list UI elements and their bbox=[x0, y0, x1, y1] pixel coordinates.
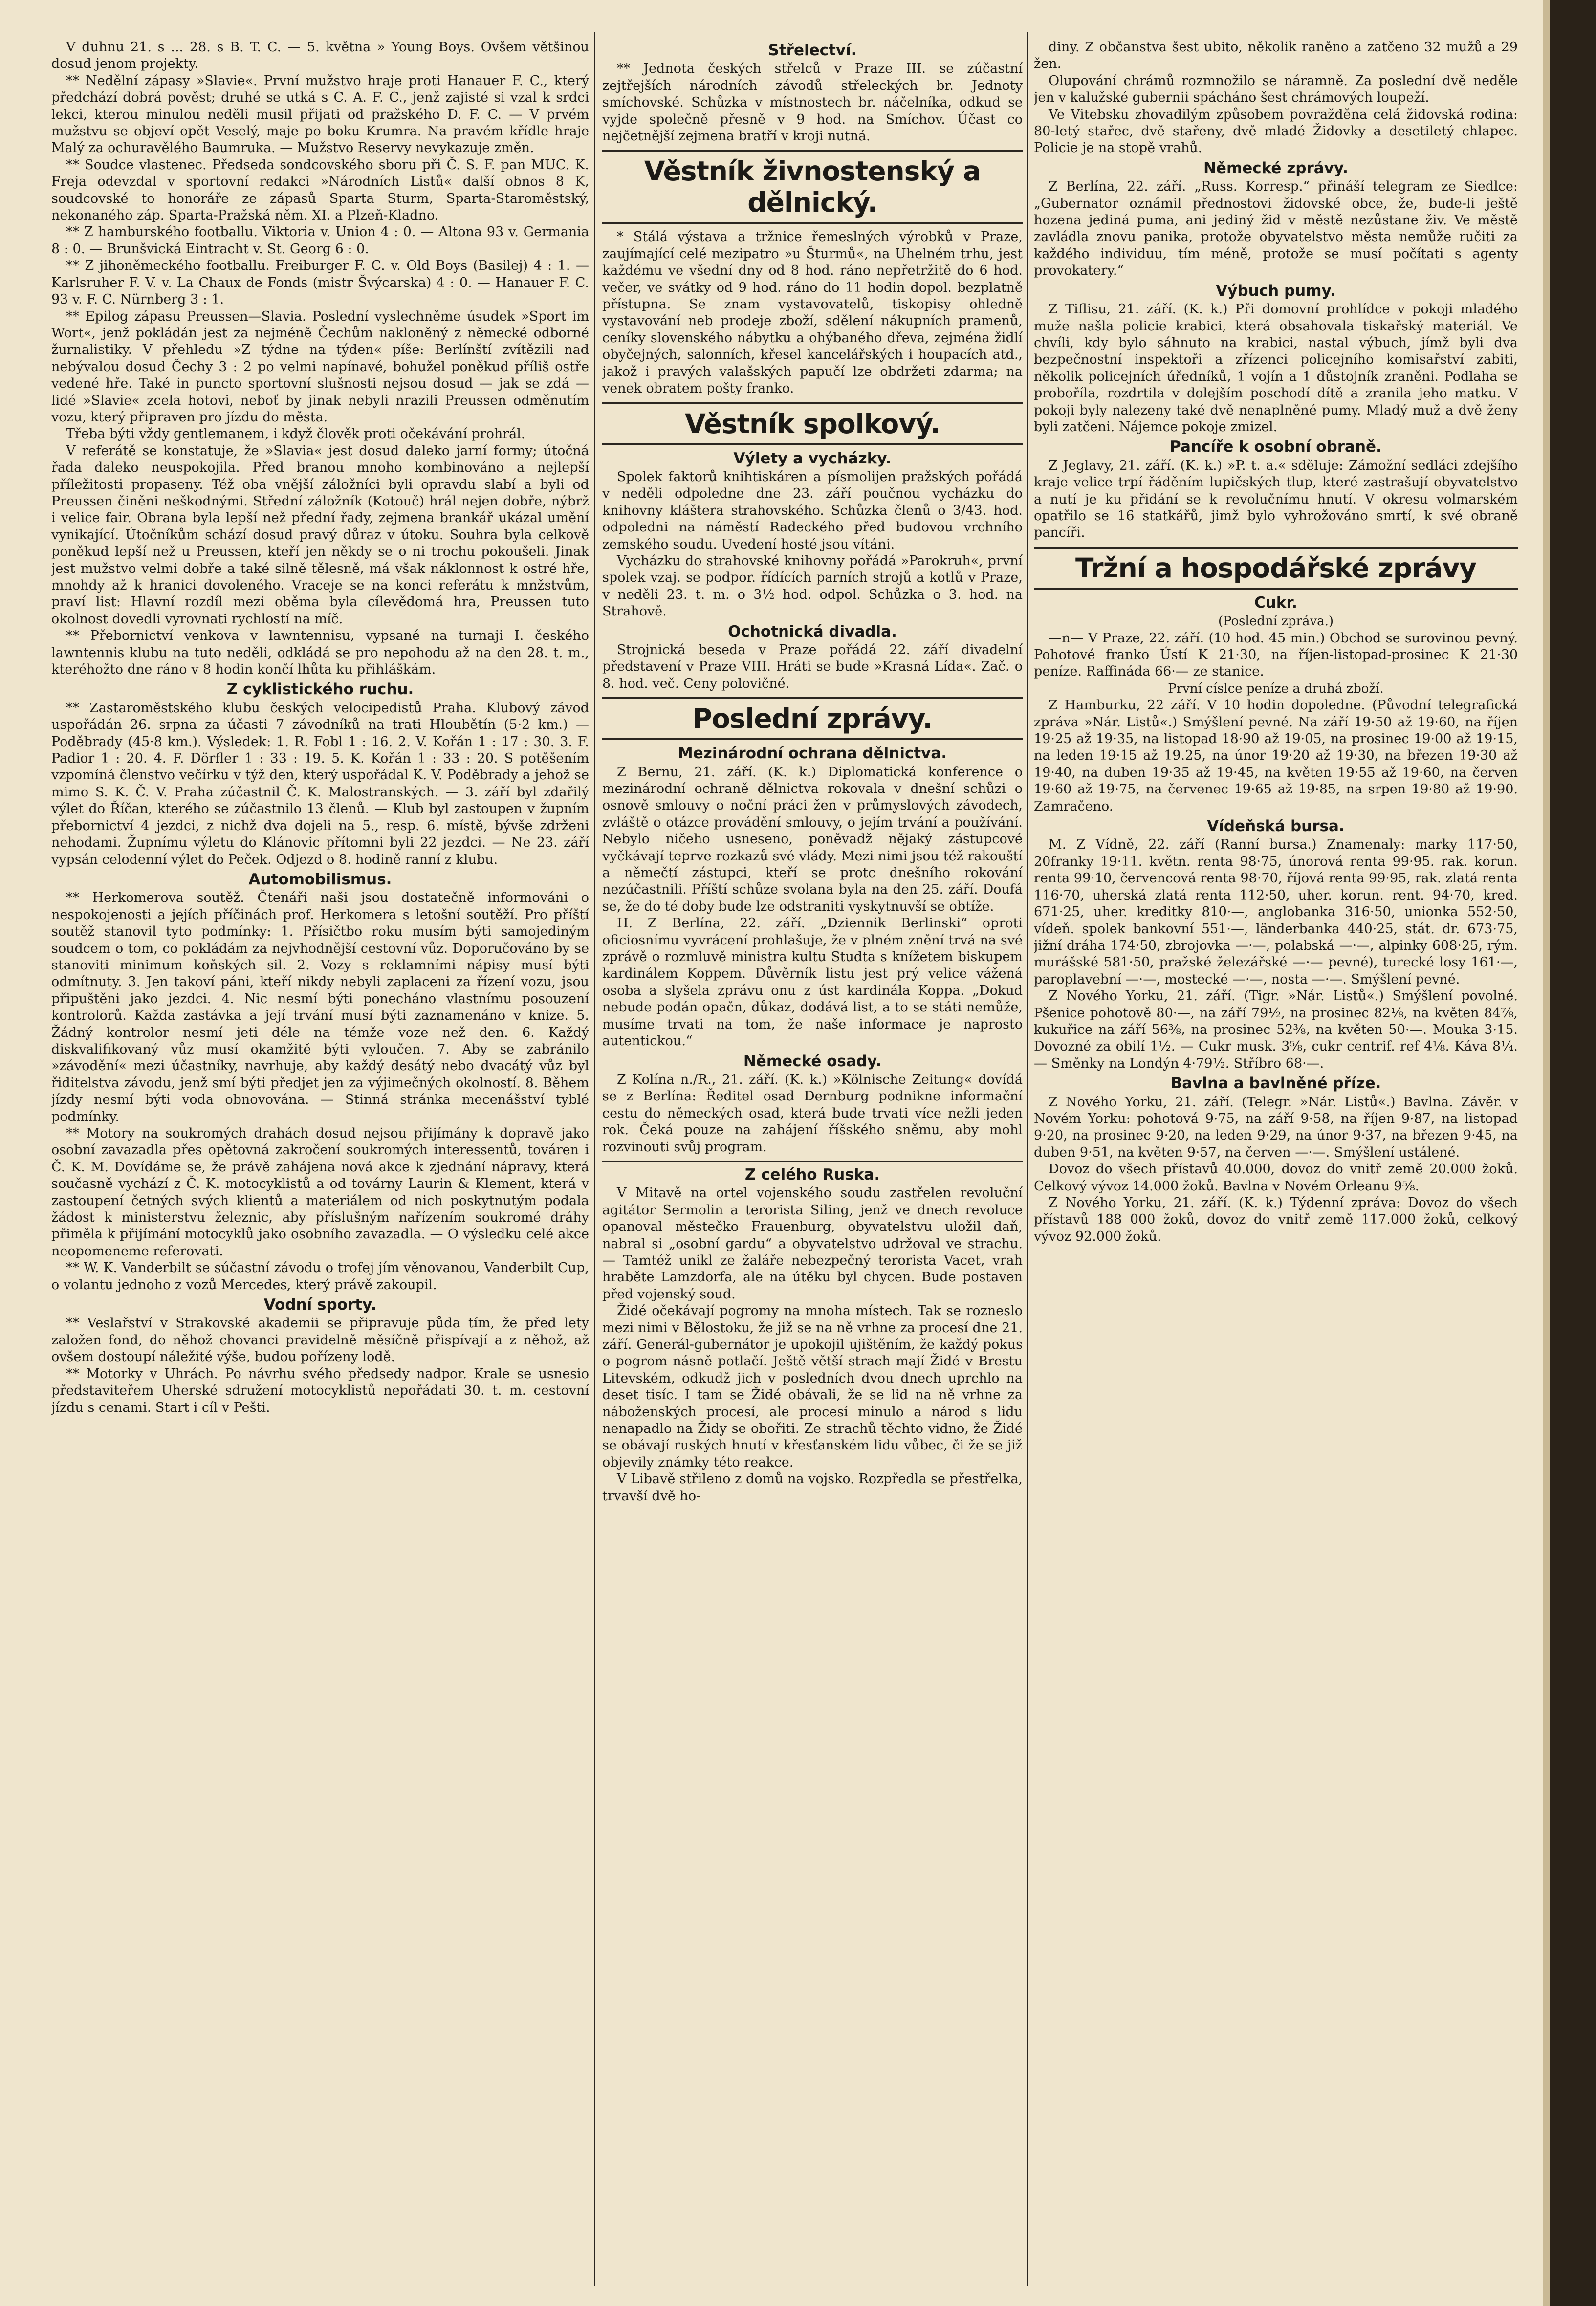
section-heading: Střelectví. bbox=[768, 42, 857, 59]
section-heading: Pancíře k osobní obraně. bbox=[1170, 438, 1382, 456]
section-heading: Vídeňská bursa. bbox=[1207, 817, 1345, 835]
article-paragraph: M. Z Vídně, 22. září (Ranní bursa.) Znamenaly: marky 117·50, 20franky 19·11. květn. renta 98·75, únorová renta 99·95. rak. korun. renta 99·10, červencová renta 98·70, říjová renta 99·95, rak. zlatá renta 116·70, uherská zlatá renta 112·50, uher. korun. rent. 94·70, kred. 671·25, uher. kreditky 810·—, anglobanka 316·50, unionka 552·50, vídeň. spolek bankovní 551·—, länderbanka 440·25, stát. dr. 673·75, jižní dráha 174·50, zbrojovka —·—, polabská —·—, alpinky 608·25, rým. murášské 581·50, pražské železářské —·— pevné), turecké losy 161·—, paroplavební —·—, mostecké —·—, nosta —·—. Smýšlení pevné. bbox=[1034, 837, 1518, 987]
column-rule bbox=[594, 32, 595, 2286]
article-paragraph: ** Jednota českých střelců v Praze III. se zúčastní zejtřejších národních závodů střeleckých br. Jednoty smíchovské. Schůzka v místnostech br. náčelníka, odkud se vyjde společně přesně v 9 hod. na Smíchov. Účast co nejčetnější zejmena bratří v kroji nutná. bbox=[602, 61, 1023, 144]
divider bbox=[602, 1161, 1023, 1162]
article-paragraph: ** Veslařství v Strakovské akademii se připravuje půda tím, že před lety založen fond, do něhož chovanci pravidelně měsíčně přispívají a z něhož, až ovšem dostoupí náležité výše, budou pořízeny lodě. bbox=[51, 1316, 589, 1365]
article-paragraph: Z Tiflisu, 21. září. (K. k.) Při domovní prohlídce v pokoji mladého muže našla policie krabici, která obsahovala tiskařský materiál. Ve chvíli, kdy bylo sáhnuto na krabici, nastal výbuch, jímž byli dva bezpečnostní inspektoři a zřízenci policejního komisařství zabiti, několik policejních úředníků, 1 vojín a 1 důstojník zraněni. Podlaha se proboříla, rozdrtila v dolejším poschodí dítě a zranila jeho matku. V pokoji byly nalezeny také dvě nenaplněné pumy. Mladý muž a dvě ženy byli zatčeni. Nájemce pokoje zmizel. bbox=[1034, 302, 1518, 435]
section-heading: Ochotnická divadla. bbox=[728, 622, 897, 640]
page-edge bbox=[1543, 0, 1550, 2306]
article-paragraph: Z Nového Yorku, 21. září. (Tigr. »Nár. Listů«.) Smýšlení povolné. Pšenice pohotově 80·—, na září 79½, na prosinec 82⅛, na květen 84⅞, kukuřice na září 56⅜, na prosinec 52⅜, na květen 50·—. Mouka 3·15. Dovozné za obilí 1½. — Cukr musk. 3⅝, cukr centrif. ref 4⅛. Káva 8¼. — Směnky na Londýn 4·79½. Stříbro 68·—. bbox=[1034, 988, 1518, 1071]
section-banner: Tržní a hospodářské zprávy bbox=[1034, 547, 1518, 590]
article-paragraph: Strojnická beseda v Praze pořádá 22. září divadelní představení v Praze VIII. Hráti se bude »Krasná Lída«. Zač. o 8. hod. več. Ceny polovičné. bbox=[602, 642, 1023, 691]
article-paragraph: Třeba býti vždy gentlemanem, i když člověk proti očekávání prohrál. bbox=[66, 426, 525, 442]
article-paragraph: Z Nového Yorku, 21. září. (Telegr. »Nár. Listů«.) Bavlna. Závěr. v Novém Yorku: pohotová 9·75, na září 9·58, na říjen 9·87, na listopad 9·20, na prosinec 9·20, na leden 9·29, na únor 9·37, na březen 9·45, na duben 9·51, na květen 9·57, na červen —·—. Smýšlení ustálené. bbox=[1034, 1094, 1518, 1160]
article-paragraph: Z Hamburku, 22 září. V 10 hodin dopoledne. (Původní telegrafická zpráva »Nár. Listů«.) Smýšlení pevné. Na září 19·50 až 19·60, na říjen 19·25 až 19·35, na listopad 18·90 až 19·05, na prosinec 19·00 až 19·15, na leden 19·15 až 19.25, na únor 19·20 až 19·30, na březen 19·30 až 19·40, na duben 19·35 až 19·45, na květen 19·55 až 19·60, na červen 19·60 až 19·75, na červenec 19·65 až 19·85, na srpen 19·80 až 19·90. Zamračeno. bbox=[1034, 698, 1518, 814]
section-heading: Německé zprávy. bbox=[1203, 159, 1349, 177]
subheading-note: (Poslední zpráva.) bbox=[1218, 614, 1334, 629]
subheading-note: První císlce peníze a druhá zboží. bbox=[1168, 681, 1384, 696]
article-paragraph: Z Bernu, 21. září. (K. k.) Diplomatická konference o mezinárodní ochraně dělnictva rokovala v dnešní schůzi o osnově smlouvy o noční práci žen v průmyslových závodech, zvláště o otázce provádění smlouvy, o jejím trvání a používání. Nebylo ničeho usneseno, poněvadž nějaký zástupcové vyčkávají teprve rozkazů své vlády. Mezi nimi jsou též rakouští a němečtí zástupci, kteří se protc dnešního rokování nezúčastnili. Příští schůze svolana byla na den 25. září. Doufá se, že do té doby bude lze odstraniti vyskytnuvší se obtíže. bbox=[602, 764, 1023, 914]
article-paragraph: V Mitavě na ortel vojenského soudu zastřelen revoluční agitátor Sermolin a terorista Siling, jenž ve dnech revoluce opanoval městečko Frauenburg, obyvatelstvu uložil daň, nabral si „osobní gardu“ a obyvatelstvo udržoval ve strachu. — Tamtéž unikl ze žaláře nebezpečný terorista Vacet, vrah hraběte Lamzdorfa, ale na útěku byl chycen. Bude postaven před vojenský soud. bbox=[602, 1186, 1023, 1302]
section-heading: Z celého Ruska. bbox=[744, 1165, 880, 1184]
article-paragraph: ** Z jihoněmeckého footballu. Freiburger F. C. v. Old Boys (Basilej) 4 : 1. — Karlsruher F. V. v. La Chaux de Fonds (mistr Švýcarska) 4 : 0. — Hanauer F. C. 93 v. F. C. Nürnberg 3 : 1. bbox=[51, 258, 589, 307]
article-paragraph: ** Herkomerova soutěž. Čtenáři naši jsou dostatečně informováni o nespokojenosti a jejích příčinách prof. Herkomera s letošní soutěží. Pro příští soutěž stanovil tyto podmínky: 1. Přísičtbo roku musím býti samojediným soudcem o tom, co pokládám za nejvhodnější cestovní vůz. Doporučováno by se stanoviti minimum koňských sil. 2. Vozy s reklamními nápisy musí býti odmítnuty. 3. Jen takoví páni, kteří nikdy nebyli zaplaceni za řízení vozu, jsou připuštěni jako jezdci. 4. Nic nesmí býti ponecháno vlastnímu posouzení kontrolorů. Každa zastávka a její trvání musí býti zaznamenáno v knize. 5. Žádný kontrolor nesmí jeti déle na témže voze než den. 6. Každý diskvalifikovaný vůz musí okamžitě býti vyloučen. 7. Aby se zabránilo »závodění« mezi účastníky, navrhuje, aby každý desátý nebo dvacátý vůz byl řiditelstva závodu, jenž smí býti předjet jen za výjimečných okolností. 8. Během jízdy nesmí býti voda obnovována. — Stinná stránka mecenášství tyblé podmínky. bbox=[51, 890, 589, 1124]
article-paragraph: Vycházku do strahovské knihovny pořádá »Parokruh«, první spolek vzaj. se podpor. řídících parních strojů a kotlů v Praze, v neděli 23. t. m. o 3½ hod. odpol. Schůzka o 3. hod. na Strahově. bbox=[602, 553, 1023, 619]
section-banner: Věstník spolkový. bbox=[602, 402, 1023, 445]
section-banner: Poslední zprávy. bbox=[602, 697, 1023, 740]
section-heading: Bavlna a bavlněné příze. bbox=[1170, 1075, 1381, 1093]
article-paragraph: H. Z Berlína, 22. září. „Dziennik Berlinski“ oproti oficiosnímu vyvrácení prohlašuje, že v plném znění trvá na své zprávě o rozmluvě ministra kultu Studta s knížetem biskupem kardinálem Koppem. Důvěrník listu jest prý velice vážená osoba a slyšela zprávu onu z úst kardinála Koppa. „Dokud nebude podán opačn, důkaz, dodává list, a to se státi nemůže, musíme trvati na tom, že naše informace je naprosto autentickou.“ bbox=[602, 916, 1023, 1049]
article-paragraph: diny. Z občanstva šest ubito, několik raněno a zatčeno 32 mužů a 29 žen. bbox=[1034, 40, 1518, 72]
section-heading: Výlety a vycházky. bbox=[733, 449, 892, 467]
article-paragraph: Židé očekávají pogromy na mnoha místech. Tak se rozneslo mezi nimi v Bělostoku, že již se na ně vrhne za procesí dne 21. září. Generál-gubernátor je upokojil ujištěním, že každý pokus o pogrom násně potlačí. Ještě větší strach mají Židé v Brestu Litevském, odkudž jich v posledních dvou dnech uprchlo na deset tisíc. I tam se Židé obávali, že se lid na ně vrhne za náboženských procesí, ale procesí minulo a národ s lidu nenapadlo na Židy se obořiti. Ze strachů těchto vidno, že Židé se obávají ruských hnutí v křesťanském lidu vůbec, či že se již objevily známky této reakce. bbox=[602, 1303, 1023, 1470]
article-paragraph: Z Jeglavy, 21. září. (K. k.) »P. t. a.« sděluje: Zámožní sedláci zdejšího kraje velice trpí řáděním lupičských tlup, které zastrašují obyvatelstvo a nutí je ku přidání se k revolučnímu hnutí. V okresu volmarském opatřilo se 16 statkářů, jimž bylo vyhrožováno smrtí, k své obraně pancíři. bbox=[1034, 458, 1518, 541]
article-paragraph: ** Zastaroměstského klubu českých velocipedistů Praha. Klubový závod uspořádán 26. srpna za účasti 7 závodníků na trati Hloubětín (5·2 km.) — Poděbrady (45·8 km.). Výsledek: 1. R. Fobl 1 : 16. 2. V. Kořán 1 : 17 : 30. 3. F. Padior 1 : 20. 4. F. Dörfler 1 : 33 : 19. 5. K. Kořán 1 : 33 : 20. S potěšením vzpomíná členstvo večírku v týž den, který uspořádal K. V. Poděbrady a jehož se mimo S. K. Č. V. Praha zúčastnil Č. K. Malostranských. — 3. září byl zdařilý výlet do Říčan, kterého se zúčastnilo 13 členů. — Klub byl zastoupen v župním přebornictví 4 jezdci, z nichž dva dojeli na 5., resp. 6. místě, bývše zdrženi nehodami. Župnímu výletu do Klánovic přítomni byli 22 jezdci. — Ne 23. září vypsán celodenní výlet do Peček. Odjezd o 8. hodině ranní z klubu. bbox=[51, 700, 589, 867]
article-paragraph: ** Nedělní zápasy »Slavie«. První mužstvo hraje proti Hanauer F. C., který předchází dobrá pověst; druhé se utká s C. A. F. C., jenž zajisté si vzal k srdci lekci, kterou minulou neděli musil přijati od pražského D. F. C. — V prvém mužstvu se objeví opět Veselý, maje po boku Krumra. Na pravém křídle hraje Malý za ochuravělého Baumruka. — Mužstvo Reservy nevykazuje změn. bbox=[51, 73, 589, 156]
binding-edge bbox=[1550, 0, 1596, 2306]
article-paragraph: V duhnu 21. s ... 28. s B. T. C. — 5. května » Young Boys. Ovšem většinou dosud jenom projekty. bbox=[51, 40, 589, 72]
section-banner: Věstník živnostenský a dělnický. bbox=[602, 150, 1023, 224]
section-heading: Z cyklistického ruchu. bbox=[226, 681, 414, 699]
column-rule bbox=[1027, 32, 1028, 2286]
section-heading: Cukr. bbox=[1254, 593, 1298, 612]
column-right bbox=[1034, 39, 1518, 2286]
article-paragraph: Z Kolína n./R., 21. září. (K. k.) »Kölnische Zeitung« dovídá se z Berlína: Ředitel osad Dernburg podnikne informační cestu do německých osad, která bude trvati více nežli jeden rok. Čeká pouze na zahájení říšského sněmu, aby mohl rozvinouti svůj program. bbox=[602, 1072, 1023, 1155]
article-paragraph: ** Soudce vlastenec. Předseda sondcovského sboru při Č. S. F. pan MUC. K. Freja odevzdal v sportovní redakci »Národních Listů« další obnos 8 K, soudcovské to honoráře ze zápasů Sparta Sturm, Sparta-Staroměstský, nekonaného záp. Sparta-Pražská něm. XI. a Plzeň-Kladno. bbox=[51, 157, 589, 223]
article-paragraph: ** Z hamburského footballu. Viktoria v. Union 4 : 0. — Altona 93 v. Germania 8 : 0. — Brunšvická Eintracht v. St. Georg 6 : 0. bbox=[51, 224, 589, 257]
article-paragraph: —n— V Praze, 22. září. (10 hod. 45 min.) Obchod se surovinou pevný. Pohotové franko Ústí K 21·30, na říjen-listopad-prosinec K 21·30 peníze. Raffináda 66·— ze stanice. bbox=[1034, 630, 1518, 680]
article-paragraph: ** W. K. Vanderbilt se súčastní závodu o trofej jím věnovanou, Vanderbilt Cup, o volantu jednoho z vozů Mercedes, který právě zakoupil. bbox=[51, 1260, 589, 1293]
column-left bbox=[51, 39, 589, 2286]
section-heading: Vodní sporty. bbox=[263, 1296, 377, 1314]
article-paragraph: ** Motorky v Uhrách. Po návrhu svého předsedy nadpor. Krale se usnesio představiteřem Uherské sdružení motocyklistů nepořádati 30. t. m. cestovní jízdu s cenami. Start i cíl v Pešti. bbox=[51, 1366, 589, 1415]
article-paragraph: ** Epilog zápasu Preussen—Slavia. Poslední vyslechněme úsudek »Sport im Wort«, jenž pokládán jest za nejméně Čechům nakloněný z německé odborné žurnalistiky. V přehledu »Z týdne na týden« píše: Berlínští zvítězili nad nebývalou dosud Čechy 3 : 2 po velmi napínavé, bohužel poněkud příliš ostře vedené hře. Také in puncto sportovní slušnosti nejsou dosud — jak se zdá — lidé »Slavie« zcela hotovi, neboť by jinak nebyli nrazili Preussen odměnutím vozu, který připraven pro jízdu do města. bbox=[51, 308, 589, 425]
article-paragraph: Dovoz do všech přístavů 40.000, dovoz do vnitř země 20.000 žoků. Celkový vývoz 14.000 žoků. Bavlna v Novém Orleanu 9⅝. bbox=[1034, 1162, 1518, 1194]
article-paragraph: Z Berlína, 22. září. „Russ. Korresp.“ přináší telegram ze Siedlce: „Gubernator oznámil přednostovi židovské obce, že, bude-li ještě hozena jediná puma, ani jediný žid v městě nezůstane živ. Ve městě zavládla znovu panika, protože obyvatelstvo města nemůže ručiti za každého individuu, tím méně, protože se musí počítati s agenty provokatery.“ bbox=[1034, 179, 1518, 279]
article-paragraph: Olupování chrámů rozmnožilo se náramně. Za poslední dvě neděle jen v kalužské gubernii spácháno šest chrámových loupeží. bbox=[1034, 73, 1518, 106]
article-paragraph: * Stálá výstava a tržnice řemeslných výrobků v Praze, zaujímající celé mezipatro »u Šturmů«, na Uhelném trhu, jest každému ve všední dny od 8 hod. ráno nepřetržitě do 6 hod. večer, ve svátky od 9 hod. ráno do 11 hodin dopol. bezplatně přístupna. Se znam vystavovatelů, tiskopisy ohledně vystavování neb prodeje zboží, sdělení nákupních pramenů, ceníky slovenského nábytku a ohýbaného dřeva, zejména židlí obyčejných, salonních, křesel kancelářských i houpacích atd., jakož i pravých valašských papučí lze obdržeti zdarma; na venek obratem pošty franko. bbox=[602, 229, 1023, 396]
article-paragraph: ** Přebornictví venkova v lawntennisu, vypsané na turnaji I. českého lawntennis klubu na tuto neděli, odkládá se pro nepohodu až na den 28. t. m., kteréhožto dne ráno v 8 hodin končí lhůta ku přihláškám. bbox=[51, 628, 589, 678]
article-paragraph: Ve Vitebsku zhovadilým způsobem povražděna celá židovská rodina: 80-letý stařec, dvě stařeny, dvě mladé Židovky a desetiletý chlapec. Policie je na stopě vrahů. bbox=[1034, 107, 1518, 156]
article-paragraph: Z Nového Yorku, 21. září. (K. k.) Týdenní zpráva: Dovoz do všech přístavů 188 000 žoků, dovoz do vnitř země 117.000 žoků, celkový vývoz 92.000 žoků. bbox=[1034, 1195, 1518, 1244]
section-heading: Výbuch pumy. bbox=[1216, 282, 1336, 300]
article-paragraph: ** Motory na soukromých drahách dosud nejsou přijímány k dopravě jako osobní zavazadla přes opětovná zakročení soukromých interessentů, továren i Č. K. M. Dovídáme se, že právě zahájena nová akce k zjednání nápravy, která současně vychází z Č. K. motocyklistů a od továrny Laurin & Klement, která v zastoupení četných svých klientů a materiálem od nich poskytnutým podala žádost k ministerstvu železnic, aby příslušným nařízením soukromé dráhy přiměla k přijímání motocyklů jako osobního zavazadla. — O výsledku celé akce neopomeneme referovati. bbox=[51, 1126, 589, 1259]
column-middle bbox=[602, 39, 1023, 2286]
section-heading: Německé osady. bbox=[743, 1052, 882, 1070]
section-heading: Automobilismus. bbox=[248, 870, 392, 888]
article-paragraph: Spolek faktorů knihtiskáren a písmolijen pražských pořádá v neděli odpoledne dne 23. září poučnou vycházku do knihovny kláštera strahovského. Schůzka členů o 3/43. hod. odpoledni na náměstí Radeckého před budovou vrchního zemského soudu. Uvedení hosté jsou vítáni. bbox=[602, 469, 1023, 552]
section-heading: Mezinárodní ochrana dělnictva. bbox=[678, 745, 947, 763]
article-paragraph: V Libavě střileno z domů na vojsko. Rozpředla se přestřelka, trvavší dvě ho- bbox=[602, 1471, 1023, 1504]
article-paragraph: V referátě se konstatuje, že »Slavia« jest dosud daleko jarní formy; útočná řada daleko neuspokojila. Před branou mnoho kombinováno a nejlepší příležitosti propaseny. Též oba vnější záložníci byli opravdu slabí a byli od Preussen činěni neškodnými. Střední záložník (Kotouč) hrál nejen dobře, nýbrž i velice fair. Obrana byla lepší než přední řady, zejmena brankář ukázal umění vynikající. Útočníkům schází dosud pravý důraz v útoku. Souhra byla celkově poněkud lepší než u Preussen, kteří jen někdy se o ni trochu pokoušeli. Jinak jest mužstvo velmi dobře a také silně tělesně, má však náklonnost k ostré hře, mnohdy až k hranici dovoleného. Vraceje se na konci referátu k mnžstvům, praví list: Hlavní rozdíl mezi oběma byla cílevědomá hra, Preussen tuto okolnost dovedli vyrovnati rychlostí na míč. bbox=[51, 443, 589, 627]
